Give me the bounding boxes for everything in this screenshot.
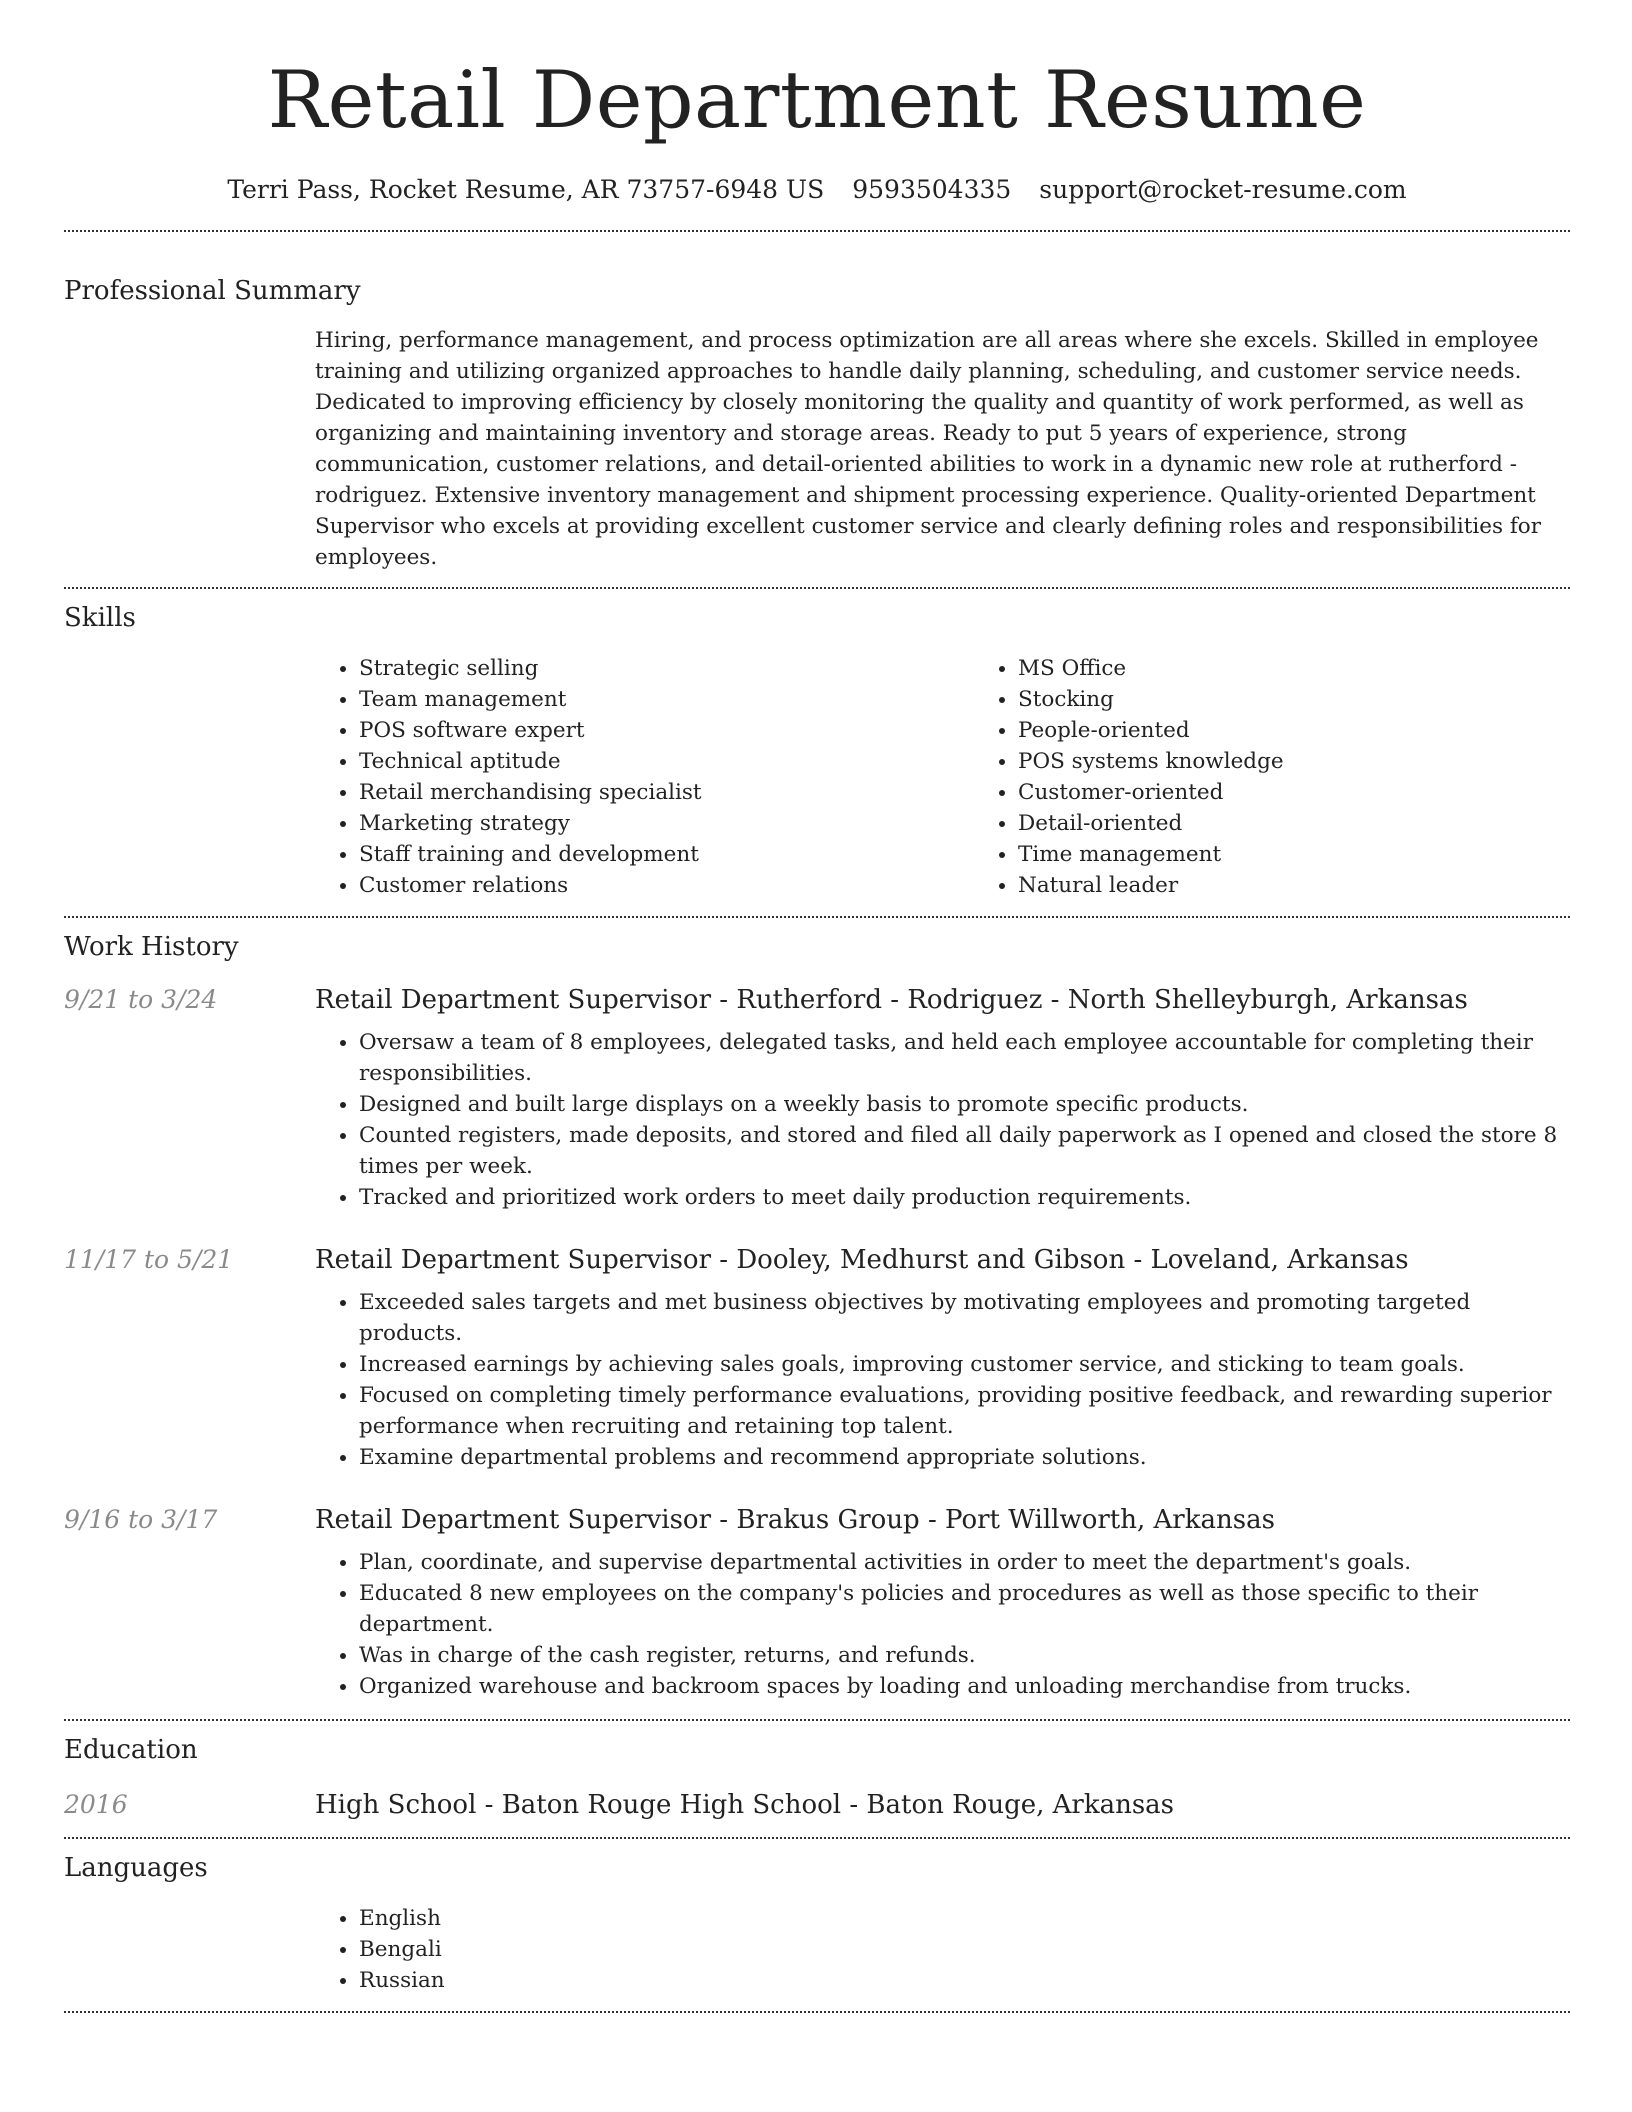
job-entry (64, 983, 1570, 1213)
language-item: • Bengali (359, 1934, 1570, 1965)
skills-list-right (974, 653, 1632, 901)
languages-spacer (64, 1903, 315, 1996)
education-year: 2016 (64, 1790, 128, 1819)
job-bullet: • Exceeded sales targets and met business objectives by motivating employees and promoting targeted products. (359, 1287, 1570, 1349)
contact-address: Terri Pass, Rocket Resume, AR 73757-6948 US (227, 175, 825, 204)
skill-item: • Customer relations (359, 870, 974, 901)
summary-section (64, 275, 1570, 573)
job-bullet: • Counted registers, made deposits, and stored and filed all daily paperwork as I opened and closed the store 8 times per week. (359, 1120, 1570, 1182)
job-bullet: • Focused on completing timely performance evaluations, providing positive feedback, and rewarding superior performance when recruiting and retaining top talent. (359, 1380, 1570, 1442)
resume-page (64, 0, 1570, 2013)
skill-item: • POS systems knowledge (1018, 746, 1632, 777)
skill-item: • Natural leader (1018, 870, 1632, 901)
job-bullet: • Educated 8 new employees on the company's policies and procedures as well as those specific to their department. (359, 1578, 1570, 1640)
skill-item: • Staff training and development (359, 839, 974, 870)
job-bullet: • Organized warehouse and backroom spaces by loading and unloading merchandise from trucks. (359, 1671, 1570, 1702)
divider (64, 1837, 1570, 1839)
skill-item: • Marketing strategy (359, 808, 974, 839)
job-bullet: • Was in charge of the cash register, returns, and refunds. (359, 1640, 1570, 1671)
divider (64, 230, 1570, 232)
job-title: Retail Department Supervisor - Brakus Group - Port Willworth, Arkansas (315, 1505, 1275, 1535)
summary-spacer (64, 325, 315, 573)
divider (64, 916, 1570, 918)
job-dates: 11/17 to 5/21 (64, 1245, 234, 1274)
job-dates: 9/16 to 3/17 (64, 1505, 218, 1534)
job-bullet: • Designed and built large displays on a weekly basis to promote specific products. (359, 1089, 1570, 1120)
job-bullets (315, 1287, 1570, 1473)
skill-item: • Stocking (1018, 684, 1632, 715)
job-dates: 9/21 to 3/24 (64, 985, 218, 1014)
language-item: • Russian (359, 1965, 1570, 1996)
education-section (64, 1734, 1570, 1822)
contact-phone: 9593504335 (852, 175, 1012, 204)
divider (64, 587, 1570, 589)
contact-email: support@rocket-resume.com (1039, 175, 1407, 204)
job-bullet: • Examine departmental problems and recommend appropriate solutions. (359, 1442, 1570, 1473)
summary-heading: Professional Summary (64, 276, 361, 306)
languages-section (64, 1852, 1570, 1996)
languages-list (315, 1903, 1570, 1996)
skill-item: • Time management (1018, 839, 1632, 870)
job-title: Retail Department Supervisor - Dooley, Medhurst and Gibson - Loveland, Arkansas (315, 1245, 1409, 1275)
divider (64, 1719, 1570, 1721)
divider (64, 2011, 1570, 2013)
skills-spacer (64, 653, 315, 901)
summary-text: Hiring, performance management, and process optimization are all areas where she excels. Skilled in employee training and utilizing organized approaches to handle daily planning, scheduling, and customer service needs. Dedicated to improving efficiency by closely monitoring the quality and quantity of work performed, as well as organizing and maintaining inventory and storage areas. Ready to put 5 years of experience, strong communication, customer relations, and detail-oriented abilities to work in a dynamic new role at rutherford - rodriguez. Extensive inventory management and shipment processing experience. Quality-oriented Department Supervisor who excels at providing excellent customer service and clearly defining roles and responsibilities for employees. (315, 328, 1541, 570)
job-bullets (315, 1027, 1570, 1213)
education-entry: High School - Baton Rouge High School - Baton Rouge, Arkansas (315, 1790, 1175, 1820)
job-bullet: • Increased earnings by achieving sales goals, improving customer service, and sticking to team goals. (359, 1349, 1570, 1380)
skills-section (64, 602, 1570, 901)
skill-item: • Technical aptitude (359, 746, 974, 777)
languages-heading: Languages (64, 1853, 208, 1883)
skills-heading: Skills (64, 603, 136, 633)
contact-line (64, 174, 1570, 206)
job-entry (64, 1243, 1570, 1473)
education-heading: Education (64, 1735, 198, 1765)
job-entry (64, 1503, 1570, 1702)
job-bullet: • Plan, coordinate, and supervise departmental activities in order to meet the department's goals. (359, 1547, 1570, 1578)
skill-item: • POS software expert (359, 715, 974, 746)
job-title: Retail Department Supervisor - Rutherford - Rodriguez - North Shelleyburgh, Arkansas (315, 985, 1468, 1015)
job-bullets (315, 1547, 1570, 1702)
skill-item: • Team management (359, 684, 974, 715)
skill-item: • Customer-oriented (1018, 777, 1632, 808)
work-history-heading: Work History (64, 932, 239, 962)
skill-item: • Detail-oriented (1018, 808, 1632, 839)
job-bullet: • Oversaw a team of 8 employees, delegated tasks, and held each employee accountable for completing their responsibilities. (359, 1027, 1570, 1089)
work-history-section (64, 931, 1570, 1702)
language-item: • English (359, 1903, 1570, 1934)
resume-title: Retail Department Resume (267, 54, 1367, 146)
skills-grid (315, 653, 1632, 901)
skill-item: • Strategic selling (359, 653, 974, 684)
skill-item: • MS Office (1018, 653, 1632, 684)
job-bullet: • Tracked and prioritized work orders to meet daily production requirements. (359, 1182, 1570, 1213)
skill-item: • People-oriented (1018, 715, 1632, 746)
skill-item: • Retail merchandising specialist (359, 777, 974, 808)
skills-list-left (315, 653, 974, 901)
